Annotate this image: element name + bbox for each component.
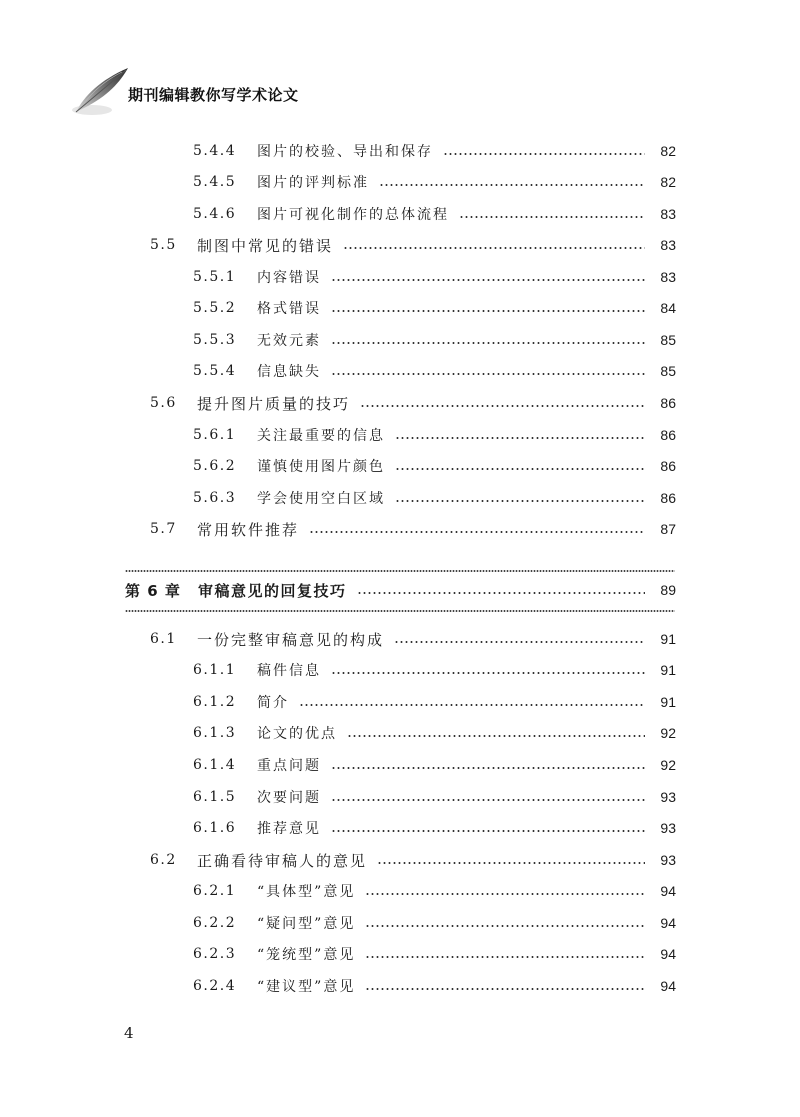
toc-entry-page: 83 [660, 237, 676, 253]
toc-entry-page: 91 [660, 662, 676, 678]
toc-entry-page: 92 [660, 757, 676, 773]
toc-entry[interactable] [0, 627, 800, 651]
toc-entry-number: 5.5.1 [193, 269, 237, 285]
page-number: 4 [124, 1024, 134, 1042]
toc-entry-page: 85 [660, 332, 676, 348]
toc-entry[interactable] [0, 658, 800, 682]
toc-entry-number: 5.6 [150, 395, 177, 411]
toc-entry-page: 91 [660, 694, 676, 710]
toc-entry[interactable] [0, 391, 800, 415]
toc-entry-title: “具体型”意见 [257, 884, 356, 900]
toc-entry[interactable] [0, 911, 800, 935]
toc-entry[interactable] [0, 233, 800, 257]
toc-entry[interactable] [0, 721, 800, 745]
chapter-separator-line [125, 610, 675, 612]
dot-leader [377, 862, 645, 864]
toc-entry[interactable] [0, 753, 800, 777]
toc-entry-number: 6.1 [150, 631, 177, 647]
toc-entry-page: 82 [660, 174, 676, 190]
toc-entry-title: 简介 [257, 695, 289, 711]
toc-entry-page: 91 [660, 631, 676, 647]
toc-entry-title: 常用软件推荐 [197, 520, 300, 539]
toc-entry-page: 93 [660, 789, 676, 805]
dot-leader [394, 641, 645, 643]
toc-entry-number: 5.5.4 [193, 363, 237, 379]
dot-leader [395, 468, 645, 470]
dot-leader [331, 342, 645, 344]
toc-entry-page: 94 [660, 946, 676, 962]
toc-entry-title: “建议型”意见 [257, 979, 356, 995]
toc-entry-title: 制图中常见的错误 [197, 236, 334, 255]
toc-entry-number: 6.1.5 [193, 789, 237, 805]
dot-leader [331, 830, 645, 832]
toc-entry-title: 提升图片质量的技巧 [197, 394, 351, 413]
toc-entry-number: 5.4.4 [193, 143, 237, 159]
toc-entry-page: 85 [660, 363, 676, 379]
toc-entry[interactable] [0, 423, 800, 447]
book-title: 期刊编辑教你写学术论文 [128, 86, 299, 104]
toc-entry-number: 5.5 [150, 237, 177, 253]
toc-entry[interactable] [0, 879, 800, 903]
toc-entry-page: 83 [660, 269, 676, 285]
toc-entry-title: 论文的优点 [257, 726, 337, 742]
toc-entry-number: 6.2 [150, 852, 177, 868]
toc-entry-number: 5.6.1 [193, 427, 237, 443]
toc-entry-number: 6.1.4 [193, 757, 237, 773]
toc-entry-number: 5.6.3 [193, 490, 237, 506]
toc-entry-page: 87 [660, 521, 676, 537]
chapter-separator-line [125, 570, 675, 572]
quill-feather-icon [70, 62, 132, 122]
toc-entry[interactable] [0, 454, 800, 478]
dot-leader [365, 893, 645, 895]
toc-entry[interactable] [0, 974, 800, 998]
dot-leader [309, 531, 645, 533]
dot-leader [347, 735, 645, 737]
toc-entry-page: 84 [660, 300, 676, 316]
toc-entry-page: 93 [660, 852, 676, 868]
toc-entry[interactable] [0, 139, 800, 163]
toc-entry-title: 学会使用空白区域 [257, 491, 385, 507]
toc-chapter-entry[interactable] [0, 578, 800, 602]
dot-leader [331, 767, 645, 769]
toc-entry-number: 5.6.2 [193, 458, 237, 474]
toc-entry-number: 5.4.5 [193, 174, 237, 190]
toc-entry-title: “笼统型”意见 [257, 947, 356, 963]
toc-entry-number: 第 6 章 [125, 581, 181, 600]
toc-entry-title: 一份完整审稿意见的构成 [197, 630, 385, 649]
toc-entry-page: 93 [660, 820, 676, 836]
dot-leader [395, 437, 645, 439]
toc-entry[interactable] [0, 785, 800, 809]
toc-entry[interactable] [0, 517, 800, 541]
toc-entry-title: 重点问题 [257, 758, 321, 774]
toc-entry[interactable] [0, 848, 800, 872]
toc-entry-number: 6.2.1 [193, 883, 237, 899]
dot-leader [331, 672, 645, 674]
toc-entry-page: 86 [660, 458, 676, 474]
toc-entry-title: 图片的校验、导出和保存 [257, 144, 433, 160]
toc-entry-page: 92 [660, 725, 676, 741]
dot-leader [360, 405, 645, 407]
toc-entry-number: 6.1.6 [193, 820, 237, 836]
toc-entry[interactable] [0, 359, 800, 383]
toc-entry-title: 格式错误 [257, 301, 321, 317]
dot-leader [379, 184, 645, 186]
toc-entry-number: 5.4.6 [193, 206, 237, 222]
toc-entry-number: 6.2.4 [193, 978, 237, 994]
toc-entry-title: 图片可视化制作的总体流程 [257, 207, 449, 223]
toc-entry-title: 无效元素 [257, 333, 321, 349]
toc-entry[interactable] [0, 328, 800, 352]
toc-entry[interactable] [0, 816, 800, 840]
toc-entry-page: 82 [660, 143, 676, 159]
toc-entry-title: 关注最重要的信息 [257, 428, 385, 444]
dot-leader [331, 310, 645, 312]
toc-entry-number: 5.5.2 [193, 300, 237, 316]
dot-leader [443, 153, 645, 155]
toc-entry-number: 6.2.2 [193, 915, 237, 931]
toc-entry-title: 正确看待审稿人的意见 [197, 851, 368, 870]
toc-entry-title: 推荐意见 [257, 821, 321, 837]
toc-entry-number: 6.1.1 [193, 662, 237, 678]
dot-leader [331, 279, 645, 281]
toc-entry-number: 6.1.3 [193, 725, 237, 741]
toc-entry-page: 94 [660, 915, 676, 931]
toc-entry-page: 83 [660, 206, 676, 222]
dot-leader [343, 247, 645, 249]
toc-entry[interactable] [0, 170, 800, 194]
dot-leader [299, 704, 645, 706]
toc-entry[interactable] [0, 942, 800, 966]
toc-entry-number: 5.5.3 [193, 332, 237, 348]
toc-entry-title: 图片的评判标准 [257, 175, 369, 191]
running-header [70, 62, 370, 122]
dot-leader [357, 592, 645, 594]
toc-entry-number: 6.2.3 [193, 946, 237, 962]
toc-entry-page: 94 [660, 883, 676, 899]
toc-entry-title: 信息缺失 [257, 364, 321, 380]
toc-entry-title: 谨慎使用图片颜色 [257, 459, 385, 475]
toc-entry-title: 稿件信息 [257, 663, 321, 679]
toc-entry-page: 94 [660, 978, 676, 994]
toc-entry-title: 内容错误 [257, 270, 321, 286]
toc-entry[interactable] [0, 202, 800, 226]
toc-entry[interactable] [0, 296, 800, 320]
toc-entry-page: 89 [660, 582, 676, 598]
toc-entry[interactable] [0, 690, 800, 714]
dot-leader [365, 925, 645, 927]
toc-entry-number: 5.7 [150, 521, 177, 537]
toc-entry-page: 86 [660, 427, 676, 443]
dot-leader [395, 500, 645, 502]
dot-leader [365, 988, 645, 990]
toc-entry-number: 6.1.2 [193, 694, 237, 710]
dot-leader [331, 373, 645, 375]
toc-entry-title: 审稿意见的回复技巧 [198, 581, 347, 600]
dot-leader [331, 799, 645, 801]
toc-entry-page: 86 [660, 395, 676, 411]
toc-entry[interactable] [0, 265, 800, 289]
toc-entry-page: 86 [660, 490, 676, 506]
dot-leader [365, 956, 645, 958]
toc-entry-title: “疑问型”意见 [257, 916, 356, 932]
toc-entry[interactable] [0, 486, 800, 510]
toc-entry-title: 次要问题 [257, 790, 321, 806]
dot-leader [459, 216, 645, 218]
